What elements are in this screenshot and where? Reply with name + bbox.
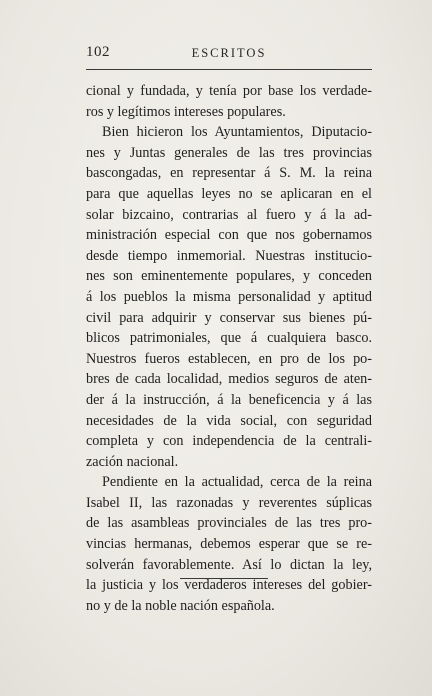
text-line: para que aquellas leyes no se aplicaran en el <box>86 185 372 202</box>
text-line: de las asambleas provinciales de las tres pro- <box>86 515 372 532</box>
text-line: cional y fundada, y tenía por base los verdade- <box>86 83 372 99</box>
text-line: bres de cada localidad, medios seguros de aten- <box>86 371 372 388</box>
page-number: 102 <box>86 44 110 60</box>
text-line: Nuestros fueros establecen, en pro de los po- <box>86 350 372 367</box>
header-rule <box>86 69 372 70</box>
page-header <box>86 44 372 64</box>
text-line: Isabel II, las razonadas y reverentes súplicas <box>86 494 372 511</box>
text-line: solverán favorablemente. Así lo dictan la ley, <box>86 556 372 573</box>
text-line: zación nacional. <box>86 453 179 470</box>
text-line: no y de la noble nación española. <box>86 597 275 614</box>
text-line: desde tiempo inmemorial. Nuestras institucio- <box>86 247 372 264</box>
running-title: ESCRITOS <box>191 46 267 60</box>
text-line: necesidades de la vida social, con seguridad <box>86 412 372 429</box>
text-line: la justicia y los verdaderos intereses del gobier- <box>86 577 372 594</box>
text-line: ministración especial con que nos gobernamos <box>86 227 372 244</box>
text-line: blicos patrimoniales, que á cualquiera basco. <box>86 330 372 347</box>
text-line: completa y con independencia de la centrali- <box>86 433 372 450</box>
text-line: Pendiente en la actualidad, cerca de la reina <box>102 474 372 491</box>
text-line: ros y legítimos intereses populares. <box>86 103 286 120</box>
text-line: Bien hicieron los Ayuntamientos, Diputacio- <box>102 124 372 141</box>
body-text <box>86 81 372 616</box>
text-line: á los pueblos la misma personalidad y aptitud <box>86 288 372 305</box>
text-line: nes y Juntas generales de las tres provincias <box>86 144 372 161</box>
text-line: der á la instrucción, á la beneficencia y á las <box>86 391 372 408</box>
text-line: bascongadas, en representar á S. M. la reina <box>86 165 372 182</box>
text-line: solar bizcaino, contrarias al fuero y á la ad- <box>86 206 372 223</box>
text-line: vincias hermanas, debemos esperar que se re- <box>86 536 372 553</box>
text-line: nes son eminentemente populares, y conceden <box>86 268 372 285</box>
end-rule <box>180 578 268 579</box>
text-line: civil para adquirir y conservar sus bienes pú- <box>86 309 372 326</box>
